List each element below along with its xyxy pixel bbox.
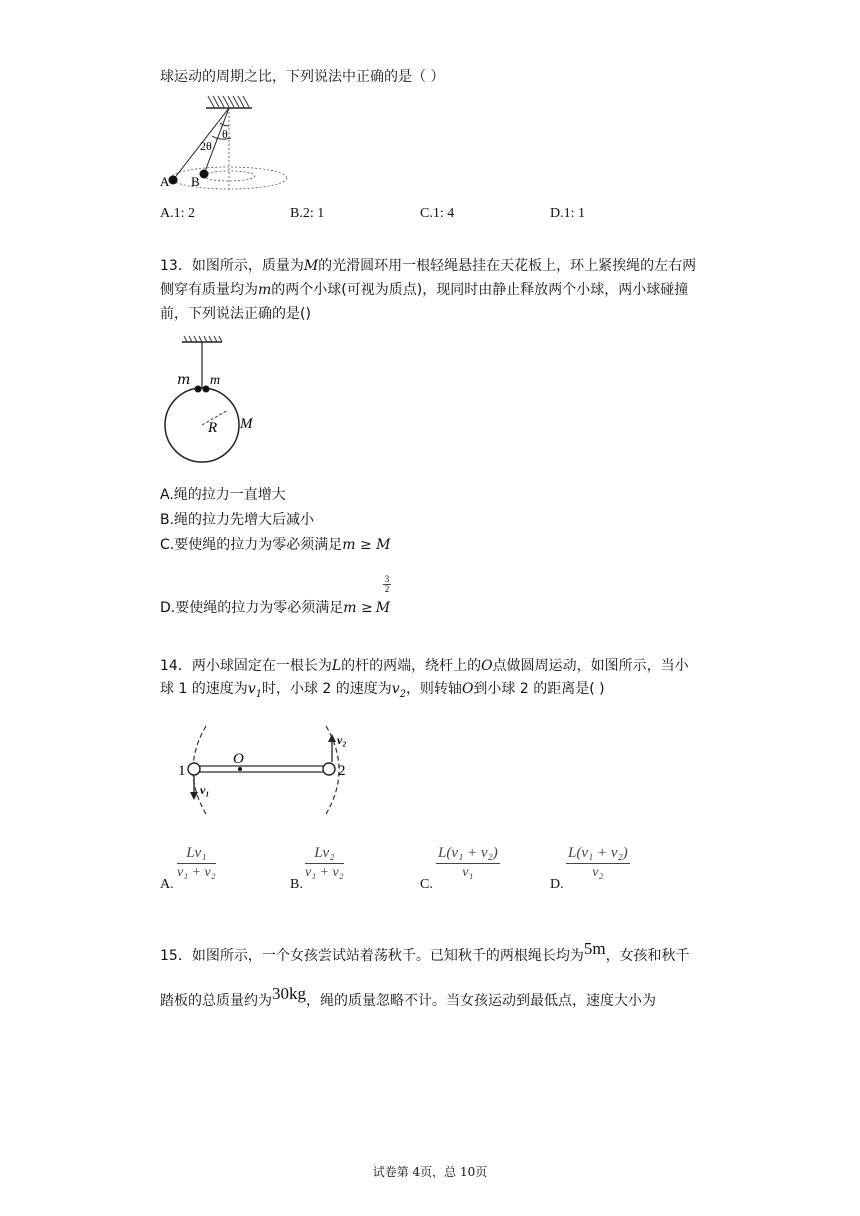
q12-option-b[interactable]: B.2: 1	[290, 206, 325, 221]
q12-conical-pendulum-figure	[160, 92, 300, 192]
q14-line-1: 14．两小球固定在一根长为L的杆的两端，绕杆上的O点做圆周运动，如图所示，当小	[160, 658, 689, 674]
q12-option-d[interactable]: D.1: 1	[550, 206, 585, 221]
q13-line-2: 侧穿有质量均为m的两个小球(可视为质点)，现同时由静止释放两个小球，两小球碰撞	[160, 282, 689, 298]
q14-option-c-label[interactable]: C.	[420, 877, 433, 892]
q14-option-b-fraction[interactable]: $\frac{\text{Lv₂}}{\text{v₁ + v₂}}$	[305, 845, 344, 880]
ball-2-label: 2	[338, 763, 346, 779]
label-b: B	[191, 174, 200, 189]
q14-rod-figure	[174, 722, 374, 822]
q14-option-c-fraction[interactable]: $\frac{\text{L(v₁ + v₂)}}{\text{v₁}}$	[438, 845, 498, 880]
q14-option-d-label[interactable]: D.	[550, 877, 564, 892]
q14-option-b-label[interactable]: B.	[290, 877, 303, 892]
m-left-label: m	[177, 372, 191, 388]
mass-m-label: M	[240, 416, 253, 432]
m-right-label: m	[210, 373, 221, 388]
q15-line-1: 15．如图所示，一个女孩尝试站着荡秋千。已知秋千的两根绳长均为5m，女孩和秋千	[160, 939, 690, 964]
label-a: A	[160, 174, 170, 189]
q12-option-a[interactable]: A.1: 2	[160, 206, 195, 221]
q13-option-a[interactable]: A.绳的拉力一直增大	[160, 487, 286, 503]
q13-option-c[interactable]: C.要使绳的拉力为零必须满足m ≥ M	[160, 537, 391, 553]
q14-option-d-fraction[interactable]: $\frac{\text{L(v₁ + v₂)}}{\text{v₂}}$	[568, 845, 628, 880]
pivot-o-label: O	[233, 751, 244, 767]
radius-label: R	[208, 420, 218, 436]
q14-line-2: 球 1 的速度为$v_1$时，小球 2 的速度为$v_2$，则转轴O到小球 2 的距离是( )	[160, 681, 605, 700]
page-footer: 试卷第 4页，总 10页	[372, 1165, 488, 1179]
q14-option-a-fraction[interactable]: $\frac{\text{Lv₁}}{\text{v₁ + v₂}}$	[177, 845, 216, 880]
q13-option-d[interactable]: D.要使绳的拉力为零必须满足m ≥ M	[160, 600, 391, 616]
q15-line-2: 踏板的总质量约为30kg，绳的质量忽略不计。当女孩运动到最低点，速度大小为	[160, 984, 656, 1009]
theta-label: θ	[222, 127, 228, 141]
q13-option-b[interactable]: B.绳的拉力先增大后减小	[160, 512, 315, 528]
q13-ring-figure	[158, 332, 268, 472]
two-theta-label: 2θ	[200, 139, 212, 153]
q12-option-c[interactable]: C.1: 4	[420, 206, 455, 221]
q12-stem-tail: 球运动的周期之比，下列说法中正确的是（ ）	[160, 69, 445, 85]
q13-line-1: 13．如图所示，质量为M的光滑圆环用一根轻绳悬挂在天花板上，环上紧挨绳的左右两	[160, 258, 697, 274]
q13-option-d-fraction: 3 2	[384, 574, 390, 594]
q14-option-a-label[interactable]: A.	[160, 877, 174, 892]
q13-line-3: 前，下列说法正确的是()	[160, 306, 311, 322]
ball-1-label: 1	[178, 763, 186, 779]
v2-label: v₂	[337, 733, 347, 747]
v1-label: v₁	[200, 783, 210, 797]
